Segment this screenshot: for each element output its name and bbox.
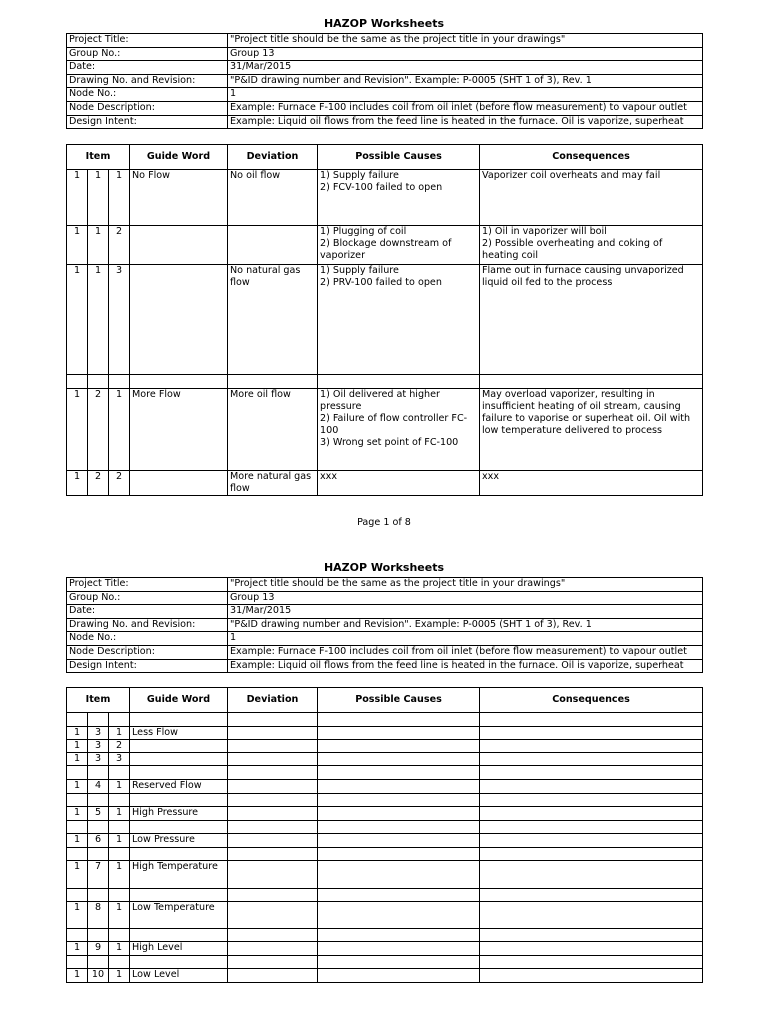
item-number-cell: 1 bbox=[67, 834, 88, 848]
guide-word-cell bbox=[130, 821, 228, 834]
item-number-cell: 9 bbox=[88, 942, 109, 956]
table-row bbox=[67, 780, 703, 794]
deviation-cell bbox=[228, 753, 318, 766]
info-value: "P&ID drawing number and Revision". Example: P-0005 (SHT 1 of 3), Rev. 1 bbox=[228, 618, 703, 632]
possible-causes-cell bbox=[318, 821, 480, 834]
item-number-cell: 3 bbox=[88, 753, 109, 766]
item-number-cell bbox=[109, 929, 130, 942]
header-deviation: Deviation bbox=[228, 145, 318, 170]
consequences-cell bbox=[480, 727, 703, 740]
consequences-cell bbox=[480, 821, 703, 834]
info-label: Design Intent: bbox=[67, 659, 228, 673]
header-info-row bbox=[67, 34, 703, 48]
header-guide-word: Guide Word bbox=[130, 688, 228, 713]
item-number-cell: 1 bbox=[67, 471, 88, 496]
header-possible-causes: Possible Causes bbox=[318, 145, 480, 170]
table-row bbox=[67, 942, 703, 956]
possible-causes-cell bbox=[318, 727, 480, 740]
header-info-row bbox=[67, 591, 703, 605]
guide-word-cell bbox=[130, 889, 228, 902]
item-number-cell bbox=[88, 794, 109, 807]
guide-word-cell bbox=[130, 265, 228, 375]
item-number-cell: 1 bbox=[67, 780, 88, 794]
consequences-cell bbox=[480, 713, 703, 727]
info-label: Project Title: bbox=[67, 578, 228, 592]
guide-word-cell bbox=[130, 226, 228, 265]
table-row bbox=[67, 848, 703, 861]
consequences-cell bbox=[480, 889, 703, 902]
item-number-cell: 1 bbox=[88, 170, 109, 226]
item-number-cell bbox=[109, 821, 130, 834]
table-row bbox=[67, 375, 703, 389]
deviation-cell bbox=[228, 727, 318, 740]
item-number-cell: 1 bbox=[67, 942, 88, 956]
possible-causes-cell bbox=[318, 889, 480, 902]
item-number-cell bbox=[88, 929, 109, 942]
info-label: Group No.: bbox=[67, 47, 228, 61]
item-number-cell: 3 bbox=[88, 740, 109, 753]
header-info-row bbox=[67, 61, 703, 75]
deviation-cell bbox=[228, 713, 318, 727]
consequences-cell: xxx bbox=[480, 471, 703, 496]
guide-word-cell: High Pressure bbox=[130, 807, 228, 821]
item-number-cell bbox=[67, 889, 88, 902]
possible-causes-cell bbox=[318, 929, 480, 942]
item-number-cell bbox=[109, 889, 130, 902]
header-info-row bbox=[67, 101, 703, 115]
item-number-cell: 10 bbox=[88, 969, 109, 983]
table-row bbox=[67, 471, 703, 496]
table-row bbox=[67, 969, 703, 983]
deviation-cell bbox=[228, 375, 318, 389]
item-number-cell: 1 bbox=[109, 969, 130, 983]
page-number: Page 1 of 8 bbox=[357, 517, 411, 528]
item-number-cell bbox=[88, 821, 109, 834]
table-row bbox=[67, 861, 703, 889]
item-number-cell bbox=[67, 375, 88, 389]
deviation-cell bbox=[228, 848, 318, 861]
table-row bbox=[67, 794, 703, 807]
item-number-cell: 1 bbox=[109, 807, 130, 821]
header-info-row bbox=[67, 659, 703, 673]
worksheet-title: HAZOP Worksheets bbox=[323, 561, 445, 574]
deviation-cell bbox=[228, 794, 318, 807]
item-number-cell: 1 bbox=[67, 861, 88, 889]
header-info-row bbox=[67, 88, 703, 102]
consequences-cell bbox=[480, 780, 703, 794]
guide-word-cell bbox=[130, 794, 228, 807]
item-number-cell: 1 bbox=[67, 807, 88, 821]
deviation-cell bbox=[228, 807, 318, 821]
table-row bbox=[67, 834, 703, 848]
header-info-row bbox=[67, 115, 703, 129]
guide-word-cell bbox=[130, 753, 228, 766]
deviation-cell bbox=[228, 766, 318, 780]
info-label: Node Description: bbox=[67, 101, 228, 115]
item-number-cell bbox=[67, 821, 88, 834]
info-value: Example: Liquid oil flows from the feed line is heated in the furnace. Oil is vaporize, superheat bbox=[228, 115, 703, 129]
consequences-cell bbox=[480, 794, 703, 807]
item-number-cell bbox=[109, 848, 130, 861]
item-number-cell: 1 bbox=[109, 861, 130, 889]
possible-causes-cell bbox=[318, 902, 480, 929]
item-number-cell bbox=[67, 848, 88, 861]
item-number-cell bbox=[109, 794, 130, 807]
consequences-cell bbox=[480, 740, 703, 753]
possible-causes-cell bbox=[318, 794, 480, 807]
guide-word-cell: High Temperature bbox=[130, 861, 228, 889]
guide-word-cell bbox=[130, 848, 228, 861]
table-row bbox=[67, 389, 703, 471]
header-guide-word: Guide Word bbox=[130, 145, 228, 170]
item-number-cell: 1 bbox=[67, 389, 88, 471]
deviation-cell bbox=[228, 889, 318, 902]
possible-causes-cell bbox=[318, 848, 480, 861]
guide-word-cell: No Flow bbox=[130, 170, 228, 226]
item-number-cell: 8 bbox=[88, 902, 109, 929]
item-number-cell: 1 bbox=[67, 902, 88, 929]
item-number-cell: 3 bbox=[109, 265, 130, 375]
guide-word-cell: High Level bbox=[130, 942, 228, 956]
info-value: Example: Furnace F-100 includes coil from oil inlet (before flow measurement) to vapour outlet bbox=[228, 101, 703, 115]
info-label: Node Description: bbox=[67, 645, 228, 659]
hazop-table bbox=[66, 687, 703, 983]
header-info-table bbox=[66, 33, 703, 129]
item-number-cell: 2 bbox=[109, 471, 130, 496]
deviation-cell bbox=[228, 821, 318, 834]
deviation-cell bbox=[228, 956, 318, 969]
consequences-cell bbox=[480, 848, 703, 861]
header-item: Item bbox=[67, 145, 130, 170]
item-number-cell: 1 bbox=[88, 265, 109, 375]
consequences-cell bbox=[480, 834, 703, 848]
possible-causes-cell bbox=[318, 956, 480, 969]
header-info-row bbox=[67, 47, 703, 61]
item-number-cell: 1 bbox=[109, 834, 130, 848]
header-possible-causes: Possible Causes bbox=[318, 688, 480, 713]
info-value: 31/Mar/2015 bbox=[228, 61, 703, 75]
consequences-cell bbox=[480, 956, 703, 969]
consequences-cell bbox=[480, 766, 703, 780]
table-row bbox=[67, 889, 703, 902]
info-label: Drawing No. and Revision: bbox=[67, 74, 228, 88]
header-info-row bbox=[67, 578, 703, 592]
possible-causes-cell: 1) Plugging of coil 2) Blockage downstream of vaporizer bbox=[318, 226, 480, 265]
item-number-cell: 1 bbox=[109, 942, 130, 956]
table-row bbox=[67, 821, 703, 834]
guide-word-cell: Low Temperature bbox=[130, 902, 228, 929]
possible-causes-cell: 1) Supply failure 2) PRV-100 failed to open bbox=[318, 265, 480, 375]
possible-causes-cell bbox=[318, 861, 480, 889]
possible-causes-cell bbox=[318, 766, 480, 780]
info-value: Group 13 bbox=[228, 47, 703, 61]
guide-word-cell bbox=[130, 713, 228, 727]
item-number-cell: 1 bbox=[88, 226, 109, 265]
info-value: Group 13 bbox=[228, 591, 703, 605]
item-number-cell: 1 bbox=[109, 389, 130, 471]
consequences-cell bbox=[480, 807, 703, 821]
item-number-cell bbox=[67, 713, 88, 727]
guide-word-cell bbox=[130, 956, 228, 969]
possible-causes-cell: 1) Oil delivered at higher pressure 2) Failure of flow controller FC-100 3) Wrong set point of FC-100 bbox=[318, 389, 480, 471]
item-number-cell bbox=[109, 766, 130, 780]
deviation-cell bbox=[228, 929, 318, 942]
info-label: Project Title: bbox=[67, 34, 228, 48]
item-number-cell bbox=[67, 794, 88, 807]
item-number-cell: 1 bbox=[67, 740, 88, 753]
table-row bbox=[67, 170, 703, 226]
deviation-cell bbox=[228, 969, 318, 983]
guide-word-cell: Low Level bbox=[130, 969, 228, 983]
table-row bbox=[67, 807, 703, 821]
item-number-cell bbox=[88, 889, 109, 902]
possible-causes-cell bbox=[318, 375, 480, 389]
item-number-cell: 1 bbox=[109, 727, 130, 740]
deviation-cell: No natural gas flow bbox=[228, 265, 318, 375]
deviation-cell bbox=[228, 942, 318, 956]
item-number-cell bbox=[109, 956, 130, 969]
possible-causes-cell bbox=[318, 780, 480, 794]
item-number-cell: 1 bbox=[67, 753, 88, 766]
deviation-cell: More oil flow bbox=[228, 389, 318, 471]
item-number-cell: 7 bbox=[88, 861, 109, 889]
item-number-cell: 1 bbox=[109, 902, 130, 929]
header-deviation: Deviation bbox=[228, 688, 318, 713]
table-row bbox=[67, 929, 703, 942]
guide-word-cell: Less Flow bbox=[130, 727, 228, 740]
item-number-cell: 1 bbox=[67, 969, 88, 983]
guide-word-cell bbox=[130, 375, 228, 389]
item-number-cell: 6 bbox=[88, 834, 109, 848]
item-number-cell bbox=[67, 929, 88, 942]
header-info-row bbox=[67, 645, 703, 659]
item-number-cell: 1 bbox=[109, 780, 130, 794]
consequences-cell bbox=[480, 861, 703, 889]
item-number-cell bbox=[109, 375, 130, 389]
consequences-cell bbox=[480, 929, 703, 942]
info-value: 1 bbox=[228, 632, 703, 646]
item-number-cell: 2 bbox=[109, 226, 130, 265]
deviation-cell bbox=[228, 740, 318, 753]
item-number-cell: 1 bbox=[67, 265, 88, 375]
table-row bbox=[67, 265, 703, 375]
consequences-cell: May overload vaporizer, resulting in insufficient heating of oil stream, causing failure to vaporise or superheat oil. Oil with low temperature delivered to process bbox=[480, 389, 703, 471]
item-number-cell bbox=[88, 766, 109, 780]
item-number-cell: 4 bbox=[88, 780, 109, 794]
possible-causes-cell bbox=[318, 753, 480, 766]
table-row bbox=[67, 727, 703, 740]
info-value: "Project title should be the same as the project title in your drawings" bbox=[228, 578, 703, 592]
header-item: Item bbox=[67, 688, 130, 713]
info-label: Node No.: bbox=[67, 88, 228, 102]
info-value: "Project title should be the same as the project title in your drawings" bbox=[228, 34, 703, 48]
consequences-cell: 1) Oil in vaporizer will boil 2) Possible overheating and coking of heating coil bbox=[480, 226, 703, 265]
item-number-cell: 1 bbox=[67, 170, 88, 226]
info-label: Date: bbox=[67, 605, 228, 619]
item-number-cell bbox=[88, 713, 109, 727]
item-number-cell: 3 bbox=[88, 727, 109, 740]
guide-word-cell bbox=[130, 471, 228, 496]
guide-word-cell: More Flow bbox=[130, 389, 228, 471]
item-number-cell: 1 bbox=[67, 226, 88, 265]
guide-word-cell: Reserved Flow bbox=[130, 780, 228, 794]
consequences-cell bbox=[480, 942, 703, 956]
possible-causes-cell bbox=[318, 807, 480, 821]
info-value: Example: Liquid oil flows from the feed line is heated in the furnace. Oil is vaporize, superheat bbox=[228, 659, 703, 673]
item-number-cell: 2 bbox=[88, 471, 109, 496]
table-row bbox=[67, 753, 703, 766]
deviation-cell bbox=[228, 902, 318, 929]
info-value: "P&ID drawing number and Revision". Example: P-0005 (SHT 1 of 3), Rev. 1 bbox=[228, 74, 703, 88]
possible-causes-cell bbox=[318, 942, 480, 956]
item-number-cell: 2 bbox=[109, 740, 130, 753]
consequences-cell: Vaporizer coil overheats and may fail bbox=[480, 170, 703, 226]
deviation-cell: No oil flow bbox=[228, 170, 318, 226]
info-label: Design Intent: bbox=[67, 115, 228, 129]
table-row bbox=[67, 956, 703, 969]
item-number-cell bbox=[67, 766, 88, 780]
consequences-cell: Flame out in furnace causing unvaporized liquid oil fed to the process bbox=[480, 265, 703, 375]
header-consequences: Consequences bbox=[480, 145, 703, 170]
item-number-cell bbox=[88, 848, 109, 861]
header-info-row bbox=[67, 632, 703, 646]
item-number-cell: 1 bbox=[109, 170, 130, 226]
info-label: Date: bbox=[67, 61, 228, 75]
deviation-cell: More natural gas flow bbox=[228, 471, 318, 496]
possible-causes-cell bbox=[318, 713, 480, 727]
hazop-table bbox=[66, 144, 703, 496]
item-number-cell: 2 bbox=[88, 389, 109, 471]
info-label: Node No.: bbox=[67, 632, 228, 646]
table-row bbox=[67, 740, 703, 753]
consequences-cell bbox=[480, 375, 703, 389]
worksheet-title: HAZOP Worksheets bbox=[323, 17, 445, 30]
consequences-cell bbox=[480, 969, 703, 983]
item-number-cell bbox=[88, 956, 109, 969]
possible-causes-cell: xxx bbox=[318, 471, 480, 496]
info-value: Example: Furnace F-100 includes coil from oil inlet (before flow measurement) to vapour outlet bbox=[228, 645, 703, 659]
guide-word-cell bbox=[130, 766, 228, 780]
info-label: Drawing No. and Revision: bbox=[67, 618, 228, 632]
deviation-cell bbox=[228, 834, 318, 848]
guide-word-cell bbox=[130, 929, 228, 942]
deviation-cell bbox=[228, 226, 318, 265]
table-row bbox=[67, 713, 703, 727]
item-number-cell bbox=[67, 956, 88, 969]
table-row bbox=[67, 226, 703, 265]
info-value: 31/Mar/2015 bbox=[228, 605, 703, 619]
item-number-cell: 1 bbox=[67, 727, 88, 740]
info-value: 1 bbox=[228, 88, 703, 102]
consequences-cell bbox=[480, 753, 703, 766]
info-label: Group No.: bbox=[67, 591, 228, 605]
possible-causes-cell: 1) Supply failure 2) FCV-100 failed to open bbox=[318, 170, 480, 226]
item-number-cell: 3 bbox=[109, 753, 130, 766]
header-info-row bbox=[67, 74, 703, 88]
table-row bbox=[67, 766, 703, 780]
item-number-cell bbox=[109, 713, 130, 727]
table-row bbox=[67, 902, 703, 929]
header-info-row bbox=[67, 618, 703, 632]
header-info-row bbox=[67, 605, 703, 619]
item-number-cell bbox=[88, 375, 109, 389]
deviation-cell bbox=[228, 780, 318, 794]
deviation-cell bbox=[228, 861, 318, 889]
header-info-table bbox=[66, 577, 703, 673]
possible-causes-cell bbox=[318, 740, 480, 753]
header-consequences: Consequences bbox=[480, 688, 703, 713]
guide-word-cell bbox=[130, 740, 228, 753]
guide-word-cell: Low Pressure bbox=[130, 834, 228, 848]
possible-causes-cell bbox=[318, 969, 480, 983]
item-number-cell: 5 bbox=[88, 807, 109, 821]
consequences-cell bbox=[480, 902, 703, 929]
possible-causes-cell bbox=[318, 834, 480, 848]
